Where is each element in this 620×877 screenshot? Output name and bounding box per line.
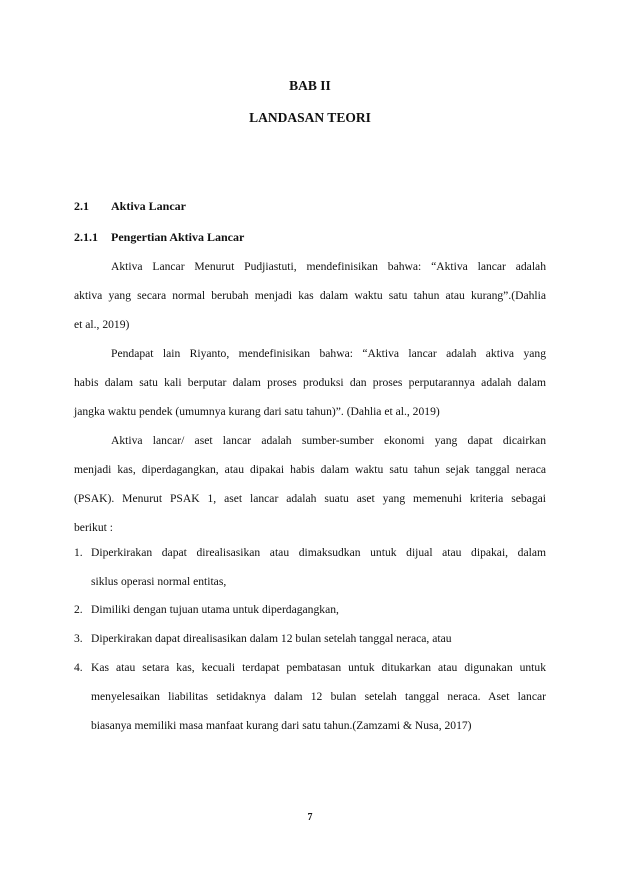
list-marker-2: 2.	[74, 603, 83, 616]
paragraph-3-line-4: berikut :	[74, 521, 113, 534]
list-marker-3: 3.	[74, 632, 83, 645]
list-item-4-line-1: Kas atau setara kas, kecuali terdapat pembatasan untuk ditukarkan atau digunakan untuk	[91, 661, 546, 674]
chapter-heading: BAB II	[289, 78, 331, 93]
list-marker-4: 4.	[74, 661, 83, 674]
subsection-number: 2.1.1	[74, 230, 98, 244]
paragraph-3-line-1: Aktiva lancar/ aset lancar adalah sumber-sumber ekonomi yang dapat dicairkan	[111, 434, 546, 447]
paragraph-3-line-3: (PSAK). Menurut PSAK 1, aset lancar adalah suatu aset yang memenuhi kriteria sebagai	[74, 492, 546, 505]
list-item-1-line-2: siklus operasi normal entitas,	[91, 575, 227, 588]
subsection-title: Pengertian Aktiva Lancar	[111, 230, 245, 244]
paragraph-1-line-1: Aktiva Lancar Menurut Pudjiastuti, mendefinisikan bahwa: “Aktiva lancar adalah	[111, 260, 546, 273]
list-item-2-line-1: Dimiliki dengan tujuan utama untuk diperdagangkan,	[91, 603, 339, 616]
list-item-4-line-2: menyelesaikan liabilitas setidaknya dalam 12 bulan setelah tanggal neraca. Aset lancar	[91, 690, 546, 703]
list-item-4-line-3: biasanya memiliki masa manfaat kurang dari satu tahun.(Zamzami & Nusa, 2017)	[91, 719, 472, 732]
chapter-title: LANDASAN TEORI	[249, 110, 371, 125]
paragraph-1-line-3: et al., 2019)	[74, 318, 130, 331]
paragraph-1-line-2: aktiva yang secara normal berubah menjadi kas dalam waktu satu tahun atau kurang”.(Dahlia	[74, 289, 546, 302]
paragraph-2-line-1: Pendapat lain Riyanto, mendefinisikan bahwa: “Aktiva lancar adalah aktiva yang	[111, 347, 546, 360]
section-title: Aktiva Lancar	[111, 199, 186, 213]
paragraph-2-line-3: jangka waktu pendek (umumnya kurang dari satu tahun)”. (Dahlia et al., 2019)	[74, 405, 440, 418]
paragraph-2-line-2: habis dalam satu kali berputar dalam proses produksi dan proses perputarannya adalah dalam	[74, 376, 546, 389]
list-item-3-line-1: Diperkirakan dapat direalisasikan dalam 12 bulan setelah tanggal neraca, atau	[91, 632, 452, 645]
paragraph-3-line-2: menjadi kas, diperdagangkan, atau dipakai habis dalam waktu satu tahun sejak tanggal neraca	[74, 463, 546, 476]
page-number: 7	[307, 812, 313, 823]
section-number: 2.1	[74, 199, 89, 213]
list-item-1-line-1: Diperkirakan dapat direalisasikan atau dimaksudkan untuk dijual atau dipakai, dalam	[91, 546, 546, 559]
list-marker-1: 1.	[74, 546, 83, 559]
